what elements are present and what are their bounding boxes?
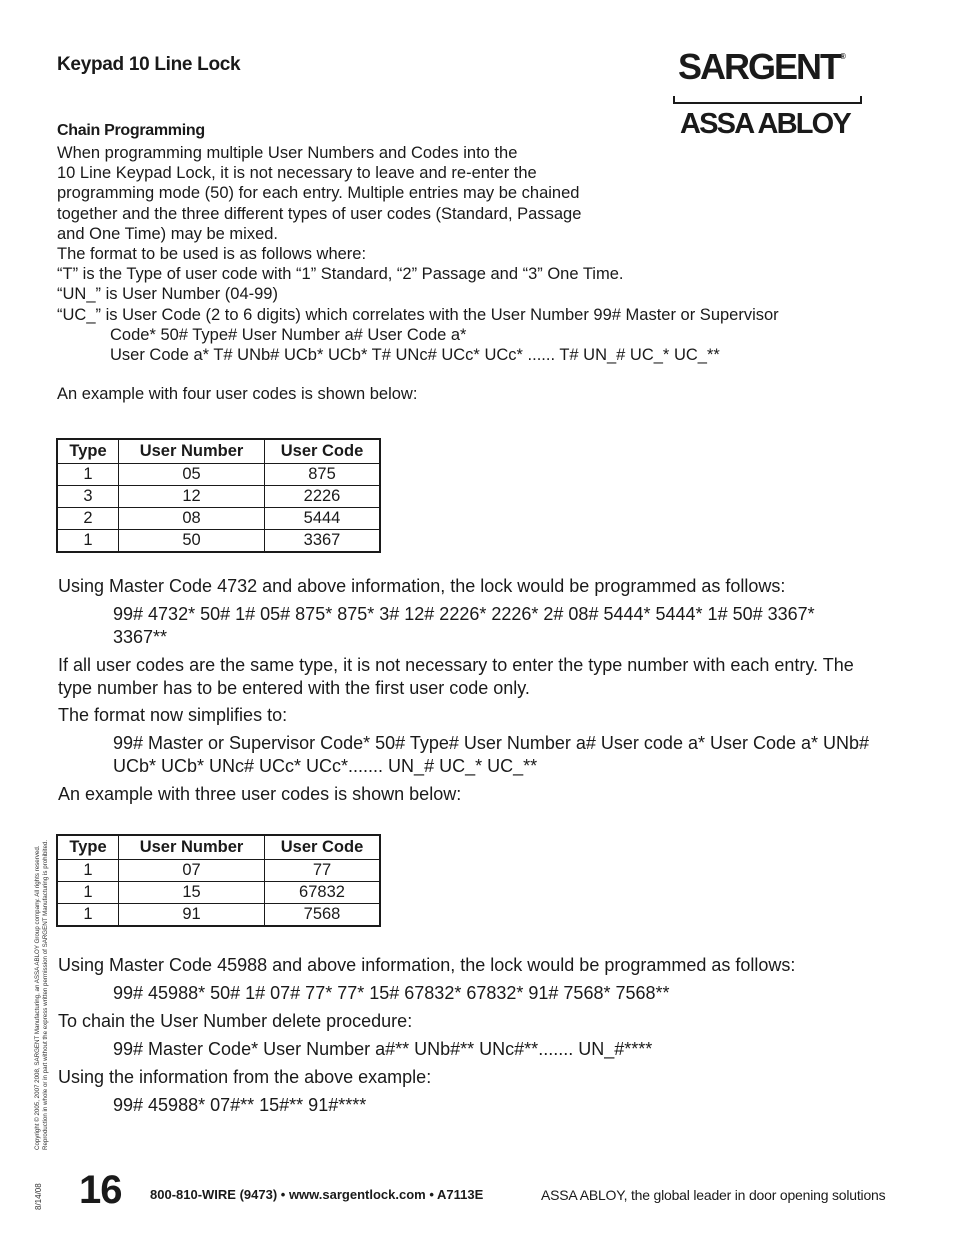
registered-mark: ® [840,52,846,61]
copyright-line: Copyright © 2005, 2007 2008, SARGENT Manufacturing, an ASSA ABLOY Group company. All rights reserved. [34,845,41,1150]
footer-contact: 800-810-WIRE (9473) • www.sargentlock.com • A7113E [150,1187,484,1202]
cell-user-code: 3367 [265,530,381,553]
cell-user-code: 67832 [265,882,381,904]
intro-line: programming mode (50) for each entry. Multiple entries may be chained [57,184,580,203]
column-header-type: Type [57,439,119,464]
sargent-logo [678,46,846,88]
table-row [57,882,380,904]
section-heading: Chain Programming [57,122,205,139]
delete-example-intro: Using the information from the above example: [58,1067,432,1087]
cell-user-number: 15 [119,882,265,904]
cell-user-code: 2226 [265,486,381,508]
column-header-user-number: User Number [119,835,265,860]
example2-intro: An example with three user codes is shown below: [58,784,462,804]
cell-user-code: 77 [265,860,381,882]
same-type-paragraph: If all user codes are the same type, it is not necessary to enter the type number with each entry. The type number has to be entered with the first user code only. [58,655,854,698]
delete-procedure-intro: To chain the User Number delete procedure: [58,1011,413,1031]
intro-format-line: Code* 50# Type# User Number a# User Code a* [110,325,467,344]
delete-procedure-sequence: 99# Master Code* User Number a#** UNb#** UNc#**....... UN_#**** [113,1039,653,1059]
column-header-user-number: User Number [119,439,265,464]
table-header-row [57,835,380,860]
table-row [57,464,380,486]
cell-type: 1 [57,464,119,486]
example1-intro: An example with four user codes is shown below: [57,385,418,403]
copyright-notice [34,780,49,1150]
cell-user-code: 5444 [265,508,381,530]
assa-abloy-logo: ASSA ABLOY [680,108,850,140]
cell-type: 3 [57,486,119,508]
reproduction-line: Reproduction in whole or in part without the express written permission of SARGENT Manufacturing is prohibited. [41,839,49,1150]
intro-line: “UC_” is User Code (2 to 6 digits) which correlates with the User Number 99# Master or Supervisor [57,305,779,324]
intro-line: together and the three different types of user codes (Standard, Passage [57,204,582,223]
cell-type: 1 [57,882,119,904]
intro-line: “T” is the Type of user code with “1” Standard, “2” Passage and “3” One Time. [57,265,624,284]
cell-type: 1 [57,904,119,927]
cell-user-number: 91 [119,904,265,927]
intro-line: The format to be used is as follows where: [57,245,367,264]
cell-user-number: 12 [119,486,265,508]
table-row [57,486,380,508]
cell-type: 2 [57,508,119,530]
footer-tagline: ASSA ABLOY, the global leader in door opening solutions [541,1187,886,1203]
cell-user-code: 875 [265,464,381,486]
sargent-logo-text: SARGENT [678,46,841,87]
table-row [57,860,380,882]
intro-text [57,143,857,365]
table-row [57,904,380,927]
cell-type: 1 [57,860,119,882]
cell-type: 1 [57,530,119,553]
intro-line: and One Time) may be mixed. [57,224,279,243]
intro-format-line: User Code a* T# UNb# UCb* UCb* T# UNc# UCc* UCc* ...... T# UN_# UC_* UC_** [110,346,720,365]
cell-user-number: 05 [119,464,265,486]
table-header-row [57,439,380,464]
column-header-user-code: User Code [265,835,381,860]
table-row [57,530,380,553]
user-codes-table-four [56,438,381,553]
master-code-paragraph-2: Using Master Code 45988 and above information, the lock would be programmed as follows: [58,955,796,975]
intro-line: 10 Line Keypad Lock, it is not necessary to leave and re-enter the [57,164,537,183]
simplified-format-sequence: 99# Master or Supervisor Code* 50# Type# User Number a# User code a* User Code a* UNb# UCb* UCb* UNc# UCc* UCc*....... UN_# UC_* UC_** [113,733,870,776]
page-number: 16 [79,1168,122,1212]
master-code-paragraph: Using Master Code 4732 and above information, the lock would be programmed as follows: [58,576,786,596]
simplified-format-intro: The format now simplifies to: [58,705,288,725]
logo-bracket-rule [673,96,862,104]
table-row [57,508,380,530]
delete-example-sequence: 99# 45988* 07#** 15#** 91#**** [113,1095,367,1115]
intro-line: “UN_” is User Number (04-99) [57,285,278,304]
program-sequence-2: 99# 45988* 50# 1# 07# 77* 77* 15# 67832* 67832* 91# 7568* 7568** [113,983,670,1003]
program-sequence-1: 99# 4732* 50# 1# 05# 875* 875* 3# 12# 2226* 2226* 2# 08# 5444* 5444* 1# 50# 3367* 3367** [113,604,815,647]
date-code: 8/14/08 [34,1183,43,1210]
cell-user-code: 7568 [265,904,381,927]
cell-user-number: 50 [119,530,265,553]
cell-user-number: 07 [119,860,265,882]
page-title: Keypad 10 Line Lock [57,54,241,75]
intro-line: When programming multiple User Numbers and Codes into the [57,144,518,162]
column-header-user-code: User Code [265,439,381,464]
cell-user-number: 08 [119,508,265,530]
column-header-type: Type [57,835,119,860]
user-codes-table-three [56,834,381,927]
